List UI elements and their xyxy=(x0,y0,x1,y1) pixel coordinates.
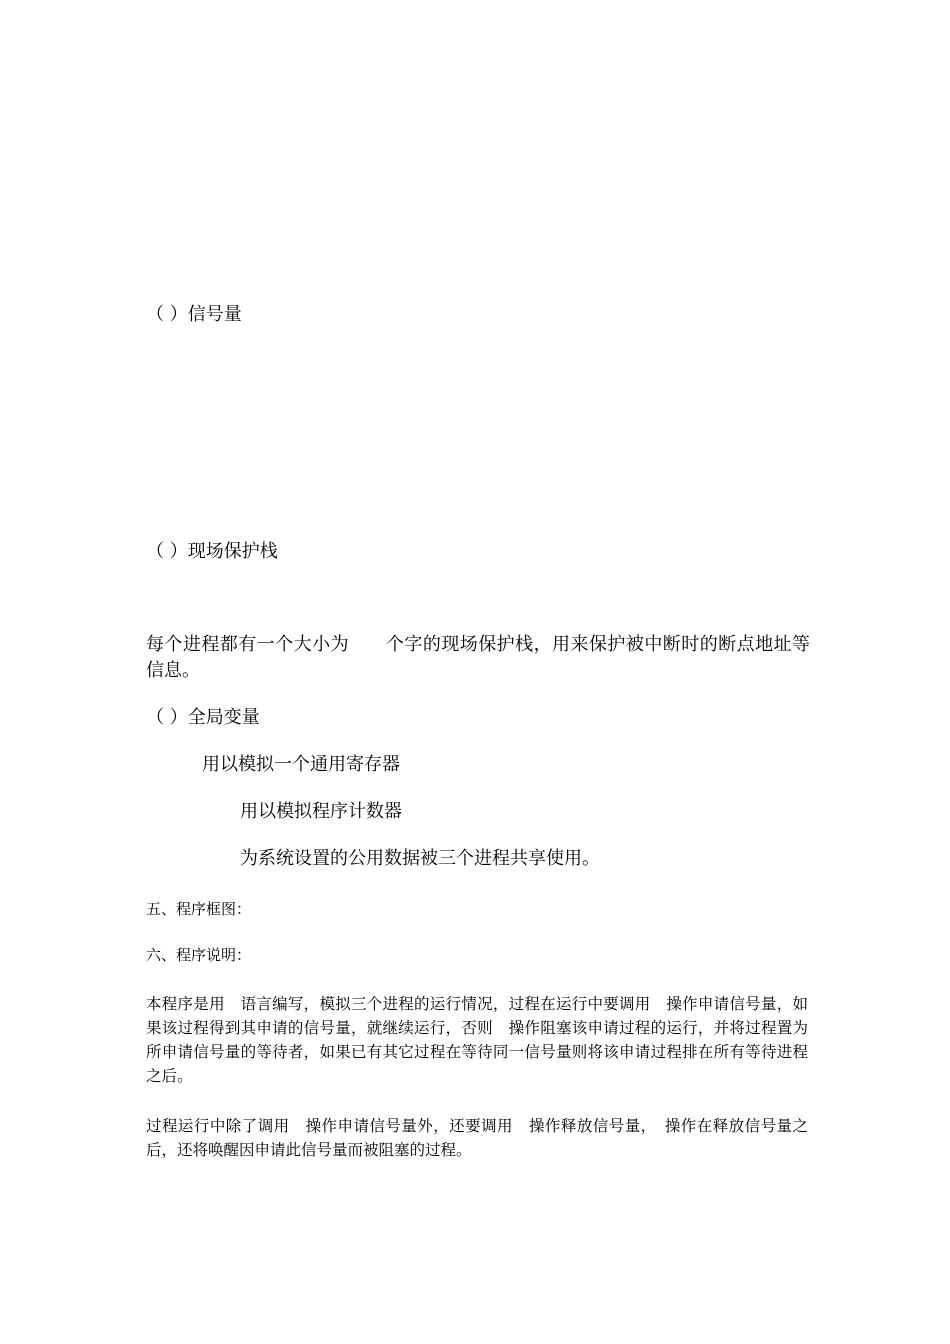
paragraph-release-semaphore: 过程运行中除了调用 操作申请信号量外，还要调用 操作释放信号量， 操作在释放信号量之后，还将唤醒因申请此信号量而被阻塞的过程。 xyxy=(146,1117,808,1159)
heading-program-flowchart: 五、程序框图： xyxy=(146,900,252,918)
global-shared-desc: 为系统设置的公用数据被三个进程共享使用。 xyxy=(240,848,600,869)
section-globals: （ ）全局变量 xyxy=(146,707,260,728)
global-register-desc: 用以模拟一个通用寄存器 xyxy=(202,754,400,775)
global-pc-desc: 用以模拟程序计数器 xyxy=(240,801,402,822)
heading-program-description: 六、程序说明： xyxy=(146,946,252,964)
section-stack: （ ）现场保护栈 xyxy=(146,541,278,562)
stack-description: 每个进程都有一个大小为 个字的现场保护栈，用来保护被中断时的断点地址等信息。 xyxy=(146,634,810,681)
section-semaphore: （ ）信号量 xyxy=(146,304,242,325)
paragraph-program-intro: 本程序是用 语言编写，模拟三个进程的运行情况，过程在运行中要调用 操作申请信号量，如果该过程得到其申请的信号量，就继续运行，否则 操作阻塞该申请过程的运行，并将过程置为所申请信号量的等待者，如果已有其它过程在等待同一信号量则将该申请过程排在所有等待进程之后。 xyxy=(146,995,808,1085)
